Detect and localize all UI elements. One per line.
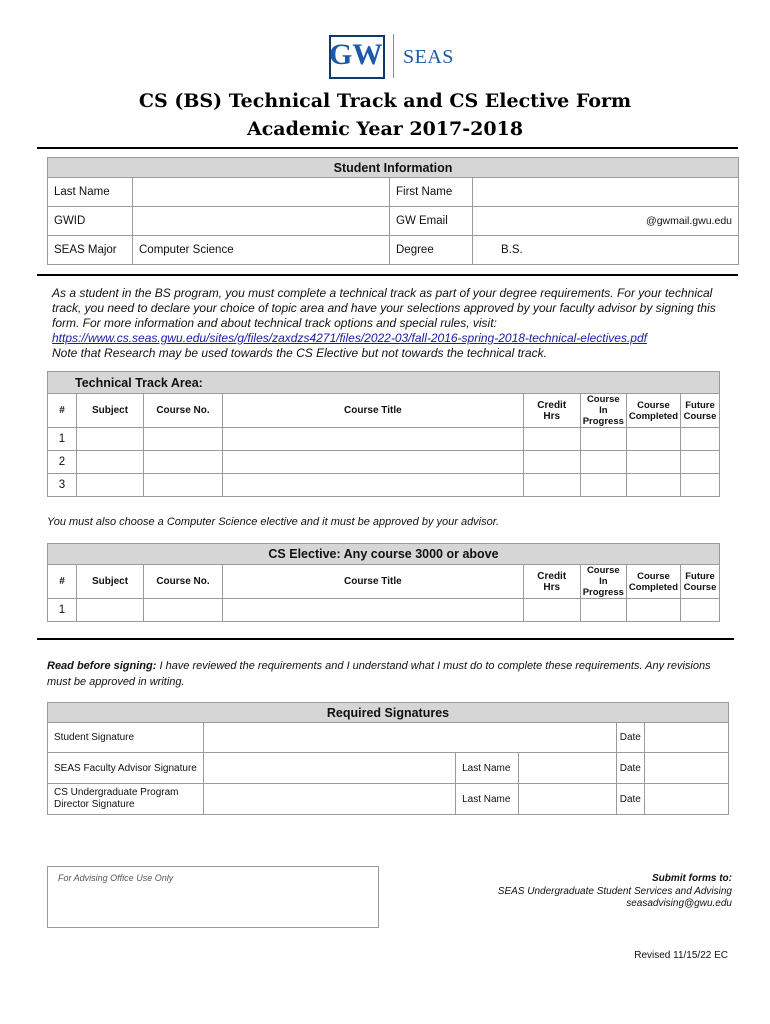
completed-field[interactable]	[626, 451, 680, 474]
course-title-field[interactable]	[223, 599, 524, 622]
student-date-field[interactable]	[644, 723, 728, 753]
col-subject: Subject	[77, 394, 144, 428]
director-signature-label: CS Undergraduate Program Director Signature	[48, 784, 204, 815]
degree-value: B.S.	[473, 236, 739, 265]
date-label: Date	[616, 784, 644, 815]
completed-field[interactable]	[626, 428, 680, 451]
gw-email-label: GW Email	[390, 207, 473, 236]
student-info-heading: Student Information	[48, 158, 739, 178]
director-date-field[interactable]	[644, 784, 728, 815]
col-future: Future Course	[681, 394, 720, 428]
col-course-title: Course Title	[223, 565, 524, 599]
col-in-progress: Course In Progress	[580, 565, 626, 599]
technical-track-heading: Technical Track Area:	[48, 372, 720, 394]
course-no-field[interactable]	[144, 451, 223, 474]
form-title: CS (BS) Technical Track and CS Elective Form	[138, 90, 632, 112]
in-progress-field[interactable]	[580, 474, 626, 497]
gw-seas-logo	[326, 32, 456, 82]
future-field[interactable]	[681, 599, 720, 622]
row-number: 1	[48, 599, 77, 622]
subject-field[interactable]	[77, 474, 144, 497]
student-info-table	[47, 157, 739, 265]
subject-field[interactable]	[77, 428, 144, 451]
technical-track-table	[47, 371, 720, 497]
technical-electives-link[interactable]: https://www.cs.seas.gwu.edu/sites/g/files/zaxdzs4271/files/2022-03/fall-2016-spring-2018-technical-electives.pdf	[52, 331, 647, 345]
seas-major-label: SEAS Major	[48, 236, 133, 265]
completed-field[interactable]	[626, 474, 680, 497]
course-no-field[interactable]	[144, 599, 223, 622]
row-number: 3	[48, 474, 77, 497]
student-signature-field[interactable]	[204, 723, 617, 753]
advisor-signature-label: SEAS Faculty Advisor Signature	[48, 753, 204, 784]
course-no-field[interactable]	[144, 474, 223, 497]
revised-note: Revised 11/15/22 EC	[634, 950, 728, 961]
course-title-field[interactable]	[223, 428, 524, 451]
section-rule-2	[37, 638, 734, 640]
gw-email-field[interactable]: @gwmail.gwu.edu	[473, 207, 739, 236]
last-name-field[interactable]	[133, 178, 390, 207]
row-number: 2	[48, 451, 77, 474]
col-credit-hrs: Credit Hrs	[523, 394, 580, 428]
submit-email[interactable]: seasadvising@gwu.edu	[626, 898, 732, 909]
col-future: Future Course	[681, 565, 720, 599]
read-before-signing	[47, 658, 727, 690]
subject-field[interactable]	[77, 451, 144, 474]
intro-text: As a student in the BS program, you must complete a technical track as part of your degree requirements. For your technical track, you need to declare your choice of topic area and have your selections approved by your faculty advisor by signing this form. For more information and about technical track options and special rules, visit:	[52, 286, 716, 330]
in-progress-field[interactable]	[580, 428, 626, 451]
gwid-field[interactable]	[133, 207, 390, 236]
advisor-date-field[interactable]	[644, 753, 728, 784]
read-before-signing-label: Read before signing:	[47, 660, 157, 672]
academic-year: Academic Year 2017-2018	[246, 118, 524, 140]
col-completed: Course Completed	[626, 394, 680, 428]
read-before-signing-text: I have reviewed the requirements and I understand what I must do to complete these requirements. Any revisions must be approved in writing.	[47, 660, 711, 688]
seas-major-value: Computer Science	[133, 236, 390, 265]
credit-hrs-field[interactable]	[523, 599, 580, 622]
cs-elective-table	[47, 543, 720, 622]
col-course-no: Course No.	[144, 565, 223, 599]
director-signature-field[interactable]	[204, 784, 456, 815]
first-name-field[interactable]	[473, 178, 739, 207]
course-title-field[interactable]	[223, 451, 524, 474]
col-num: #	[48, 565, 77, 599]
table-row	[48, 451, 720, 474]
advising-office-label: For Advising Office Use Only	[58, 873, 174, 883]
first-name-label: First Name	[390, 178, 473, 207]
future-field[interactable]	[681, 428, 720, 451]
advisor-signature-field[interactable]	[204, 753, 456, 784]
col-subject: Subject	[77, 565, 144, 599]
student-signature-label: Student Signature	[48, 723, 204, 753]
seas-logo-text: SEAS	[403, 46, 454, 68]
col-completed: Course Completed	[626, 565, 680, 599]
elective-note: You must also choose a Computer Science elective and it must be approved by your advisor.	[47, 516, 500, 528]
col-num: #	[48, 394, 77, 428]
submit-info	[498, 873, 732, 911]
required-signatures-table	[47, 702, 729, 815]
gwid-label: GWID	[48, 207, 133, 236]
in-progress-field[interactable]	[580, 451, 626, 474]
table-row	[48, 599, 720, 622]
col-credit-hrs: Credit Hrs	[523, 565, 580, 599]
credit-hrs-field[interactable]	[523, 451, 580, 474]
advisor-last-name-field[interactable]	[518, 753, 616, 784]
credit-hrs-field[interactable]	[523, 428, 580, 451]
table-row	[48, 474, 720, 497]
future-field[interactable]	[681, 451, 720, 474]
research-note: Note that Research may be used towards the CS Elective but not towards the technical track.	[52, 346, 547, 360]
date-label: Date	[616, 723, 644, 753]
last-name-label: Last Name	[456, 753, 519, 784]
date-label: Date	[616, 753, 644, 784]
intro-paragraph	[52, 286, 732, 361]
subject-field[interactable]	[77, 599, 144, 622]
course-title-field[interactable]	[223, 474, 524, 497]
required-signatures-heading: Required Signatures	[48, 703, 729, 723]
in-progress-field[interactable]	[580, 599, 626, 622]
submit-office: SEAS Undergraduate Student Services and Advising	[497, 885, 732, 897]
row-number: 1	[48, 428, 77, 451]
future-field[interactable]	[681, 474, 720, 497]
completed-field[interactable]	[626, 599, 680, 622]
director-last-name-field[interactable]	[518, 784, 616, 815]
last-name-label: Last Name	[48, 178, 133, 207]
course-no-field[interactable]	[144, 428, 223, 451]
col-course-title: Course Title	[223, 394, 524, 428]
last-name-label: Last Name	[456, 784, 519, 815]
cs-elective-heading: CS Elective: Any course 3000 or above	[48, 544, 720, 565]
title-rule	[37, 147, 738, 149]
advising-office-box[interactable]	[47, 866, 379, 928]
logo-divider	[393, 34, 394, 78]
table-row	[48, 428, 720, 451]
section-rule-1	[37, 274, 738, 276]
col-in-progress: Course In Progress	[580, 394, 626, 428]
gw-logo-text: GW	[329, 38, 383, 71]
credit-hrs-field[interactable]	[523, 474, 580, 497]
col-course-no: Course No.	[144, 394, 223, 428]
submit-heading: Submit forms to:	[652, 873, 732, 884]
degree-label: Degree	[390, 236, 473, 265]
